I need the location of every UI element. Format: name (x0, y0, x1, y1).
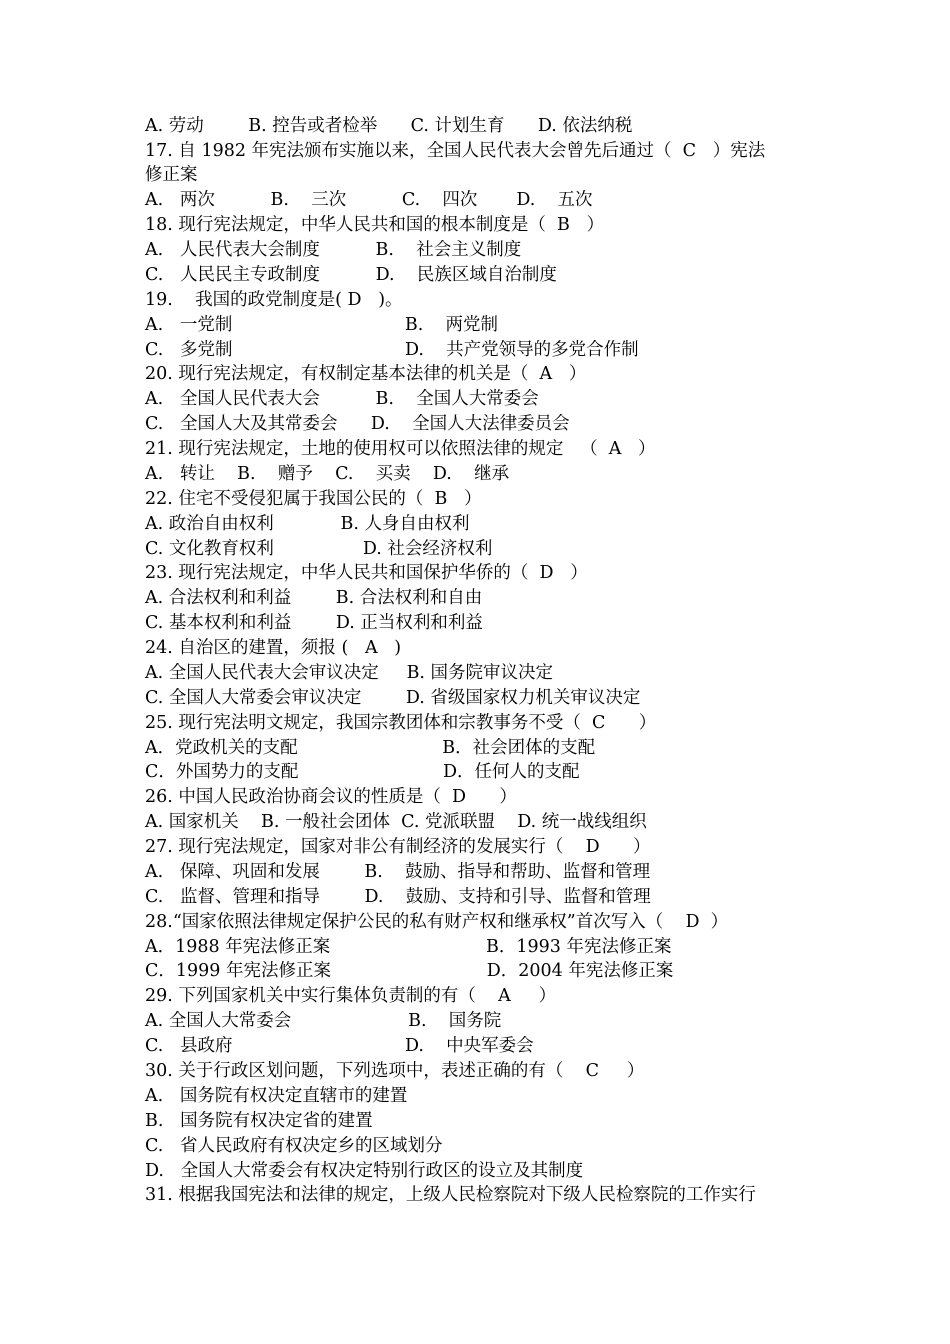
text-line: 30. 关于行政区划问题，下列选项中，表述正确的有（ C ） (145, 1061, 645, 1081)
text-line: A. 全国人民代表大会审议决定 B. 国务院审议决定 (145, 663, 554, 683)
text-line: A. 合法权利和利益 B. 合法权利和自由 (145, 588, 483, 608)
text-line: 26. 中国人民政治协商会议的性质是（ D ） (145, 787, 517, 807)
text-line: A．1988 年宪法修正案 B．1993 年宪法修正案 (145, 937, 672, 957)
text-line: 29. 下列国家机关中实行集体负责制的有（ A ） (145, 986, 557, 1006)
text-line: 22. 住宅不受侵犯属于我国公民的（ B ） (145, 489, 482, 509)
text-line: A. 政治自由权利 B. 人身自由权利 (145, 514, 470, 534)
text-line: C. 省人民政府有权决定乡的区域划分 (145, 1136, 443, 1156)
text-line: D. 全国人大常委会有权决定特别行政区的设立及其制度 (145, 1161, 584, 1181)
text-line: A. 全国人大常委会 B. 国务院 (145, 1011, 502, 1031)
text-line: C．外国势力的支配 D．任何人的支配 (145, 762, 580, 782)
text-line: 21. 现行宪法规定，土地的使用权可以依照法律的规定 （ A ） (145, 439, 656, 459)
text-line: C. 文化教育权利 D. 社会经济权利 (145, 539, 493, 559)
text-line: 27. 现行宪法规定，国家对非公有制经济的发展实行（ D ） (145, 837, 651, 857)
text-line: 20. 现行宪法规定，有权制定基本法律的机关是（ A ） (145, 364, 587, 384)
text-line: A. 一党制 B. 两党制 (145, 315, 499, 335)
text-line: C．1999 年宪法修正案 D．2004 年宪法修正案 (145, 961, 674, 981)
text-line: A. 转让 B. 赠予 C. 买卖 D. 继承 (145, 464, 510, 484)
text-line: 31. 根据我国宪法和法律的规定，上级人民检察院对下级人民检察院的工作实行 (145, 1185, 756, 1205)
text-line: 17. 自 1982 年宪法颁布实施以来，全国人民代表大会曾先后通过（ C ）宪法 (145, 141, 766, 161)
text-line: 24. 自治区的建置，须报 ( A ) (145, 638, 402, 658)
text-line: 修正案 (145, 165, 198, 185)
text-line: A. 两次 B. 三次 C. 四次 D. 五次 (145, 190, 593, 210)
text-line: A. 全国人民代表大会 B. 全国人大常委会 (145, 389, 539, 409)
text-line: C. 多党制 D. 共产党领导的多党合作制 (145, 340, 639, 360)
text-line: A. 国务院有权决定直辖市的建置 (145, 1086, 408, 1106)
text-line: A．党政机关的支配 B．社会团体的支配 (145, 738, 596, 758)
text-line: 18. 现行宪法规定，中华人民共和国的根本制度是（ B ） (145, 215, 605, 235)
text-line: C. 全国人大常委会审议决定 D. 省级国家权力机关审议决定 (145, 688, 641, 708)
text-line: C. 人民民主专政制度 D. 民族区域自治制度 (145, 265, 557, 285)
text-line: C. 全国人大及其常委会 D. 全国人大法律委员会 (145, 414, 570, 434)
text-line: A. 国家机关 B. 一般社会团体 C. 党派联盟 D. 统一战线组织 (145, 812, 647, 832)
text-line: 28.“国家依照法律规定保护公民的私有财产权和继承权”首次写入（ D ） (145, 912, 729, 932)
text-line: C. 基本权利和利益 D. 正当权利和利益 (145, 613, 483, 633)
text-line: C. 县政府 D. 中央军委会 (145, 1036, 534, 1056)
text-line: C. 监督、管理和指导 D. 鼓励、支持和引导、监督和管理 (145, 887, 651, 907)
text-line: A. 人民代表大会制度 B. 社会主义制度 (145, 240, 522, 260)
text-line: A. 保障、巩固和发展 B. 鼓励、指导和帮助、监督和管理 (145, 862, 651, 882)
text-line: 23. 现行宪法规定，中华人民共和国保护华侨的（ D ） (145, 563, 588, 583)
text-line: 19. 我国的政党制度是( D )。 (145, 290, 403, 310)
text-line: B. 国务院有权决定省的建置 (145, 1111, 373, 1131)
text-line: 25. 现行宪法明文规定，我国宗教团体和宗教事务不受（ C ） (145, 713, 657, 733)
text-line: A. 劳动 B. 控告或者检举 C. 计划生育 D. 依法纳税 (145, 116, 633, 136)
